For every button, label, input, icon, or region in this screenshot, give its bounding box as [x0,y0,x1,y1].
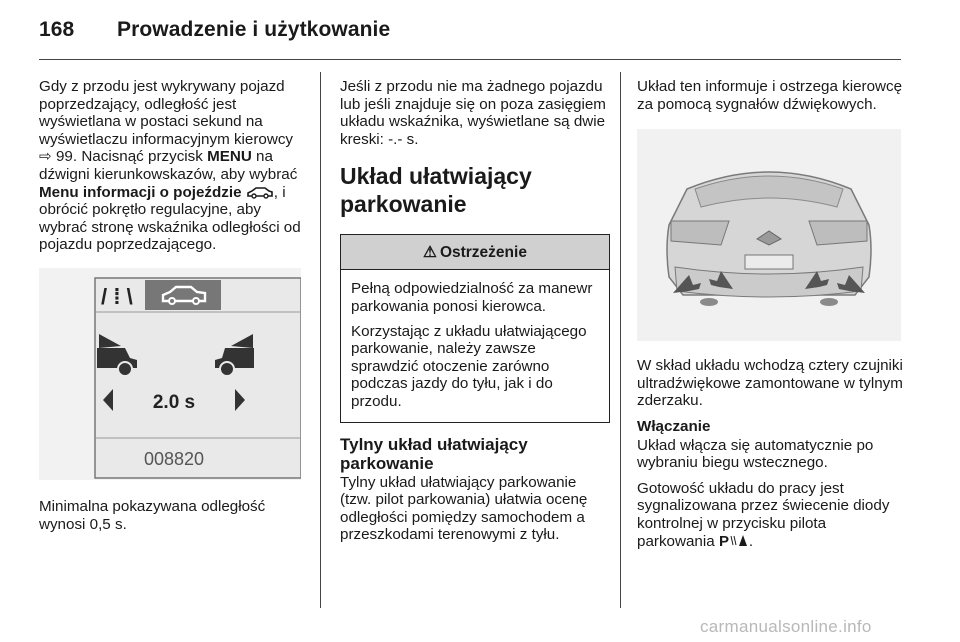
svg-text:P: P [718,532,729,548]
figure-caption: Minimalna pokazywana odległość wynosi 0,5 s. [39,497,266,533]
car-icon [246,186,274,199]
column-divider-2 [620,72,621,608]
page-number: 168 [39,18,75,41]
column-divider-1 [320,72,321,608]
activation-heading: Włączanie [637,417,711,435]
text-run: , i obrócić pokrętło regulacyjne, aby wybrać stronę wskaźnika odległości od pojazdu poprzedzającego. [39,183,301,254]
rear-car-figure [637,129,901,341]
warning-triangle-icon: ⚠ [423,243,437,261]
readiness-paragraph [637,480,907,550]
intro-paragraph [39,78,309,254]
distance-value: 2.0 s [152,391,196,413]
page-title: Prowadzenie i użytkowanie [117,18,391,41]
watermark: carmanualsonline.info [700,617,872,636]
sensors-paragraph: W skład układu wchodzą cztery czujniki ultradźwiękowe zamontowane w tylnym zderzaku. [637,357,903,410]
warning-text-1: Pełną odpowiedzialność za manewr parkowania ponosi kierowca. [351,280,593,315]
column-1 [39,78,309,541]
lane-marks-icon: / ⁞ \ [101,283,133,309]
odometer-value: 008820 [143,448,205,469]
text-run: . [748,532,754,550]
section-title: Układ ułatwiający parkowanie [340,163,532,218]
text-run: Gotowość układu do pracy jest sygnalizowana przez świecenie diody kontrolnej w przycisku pilota parkowania [637,479,890,550]
page-reference: 99 [55,148,73,166]
text-run: . Nacisnąć przycisk [72,148,208,166]
menu-keyword: MENU [207,148,252,166]
page-header [39,18,390,48]
text-run: Gdy z przodu jest wykrywany pojazd poprzedzający, odległość jest wyświetlana w postaci sekund na wyświetlaczu informacyjnym kierowcy [39,78,294,148]
subsection-title: Tylny układ ułatwiający parkowanie [340,434,528,473]
column-3 [637,78,907,558]
car-rear-illustration [637,129,901,341]
warning-header [341,235,609,270]
activation-paragraph: Układ włącza się automatycznie po wybraniu biegu wstecznego. [637,436,874,472]
warning-text-2: Korzystając z układu ułatwiającego parkowanie, należy zawsze sprawdzić otoczenie zarówno podczas jazdy do tyłu, jak i do przodu. [351,322,587,410]
info-paragraph: Układ ten informuje i ostrzega kierowcę za pomocą sygnałów dźwiękowych. [637,78,903,113]
column-2 [340,78,610,552]
warning-body [341,270,609,421]
text-run: na dźwigni kierunkowskazów, aby wybrać [39,148,298,183]
display-illustration [39,268,301,480]
menu-name-keyword: Menu informacji o pojeździe [39,183,242,201]
rear-system-paragraph: Tylny układ ułatwiający parkowanie (tzw. pilot parkowania) ułatwia ocenę odległości pomiędzy samochodem a przeszkodami terenowymi z tyłu. [340,473,588,544]
header-rule [39,59,901,60]
parking-pilot-icon [719,533,749,548]
warning-title: Ostrzeżenie [439,243,527,261]
reference-arrow-icon: ⇨ [39,148,52,166]
distance-display-figure [39,268,301,480]
warning-box [340,234,610,422]
no-vehicle-paragraph: Jeśli z przodu nie ma żadnego pojazdu lub jeśli znajduje się on poza zasięgiem układu wskaźnika, wyświetlane są dwie kreski: -.- s. [340,78,606,148]
